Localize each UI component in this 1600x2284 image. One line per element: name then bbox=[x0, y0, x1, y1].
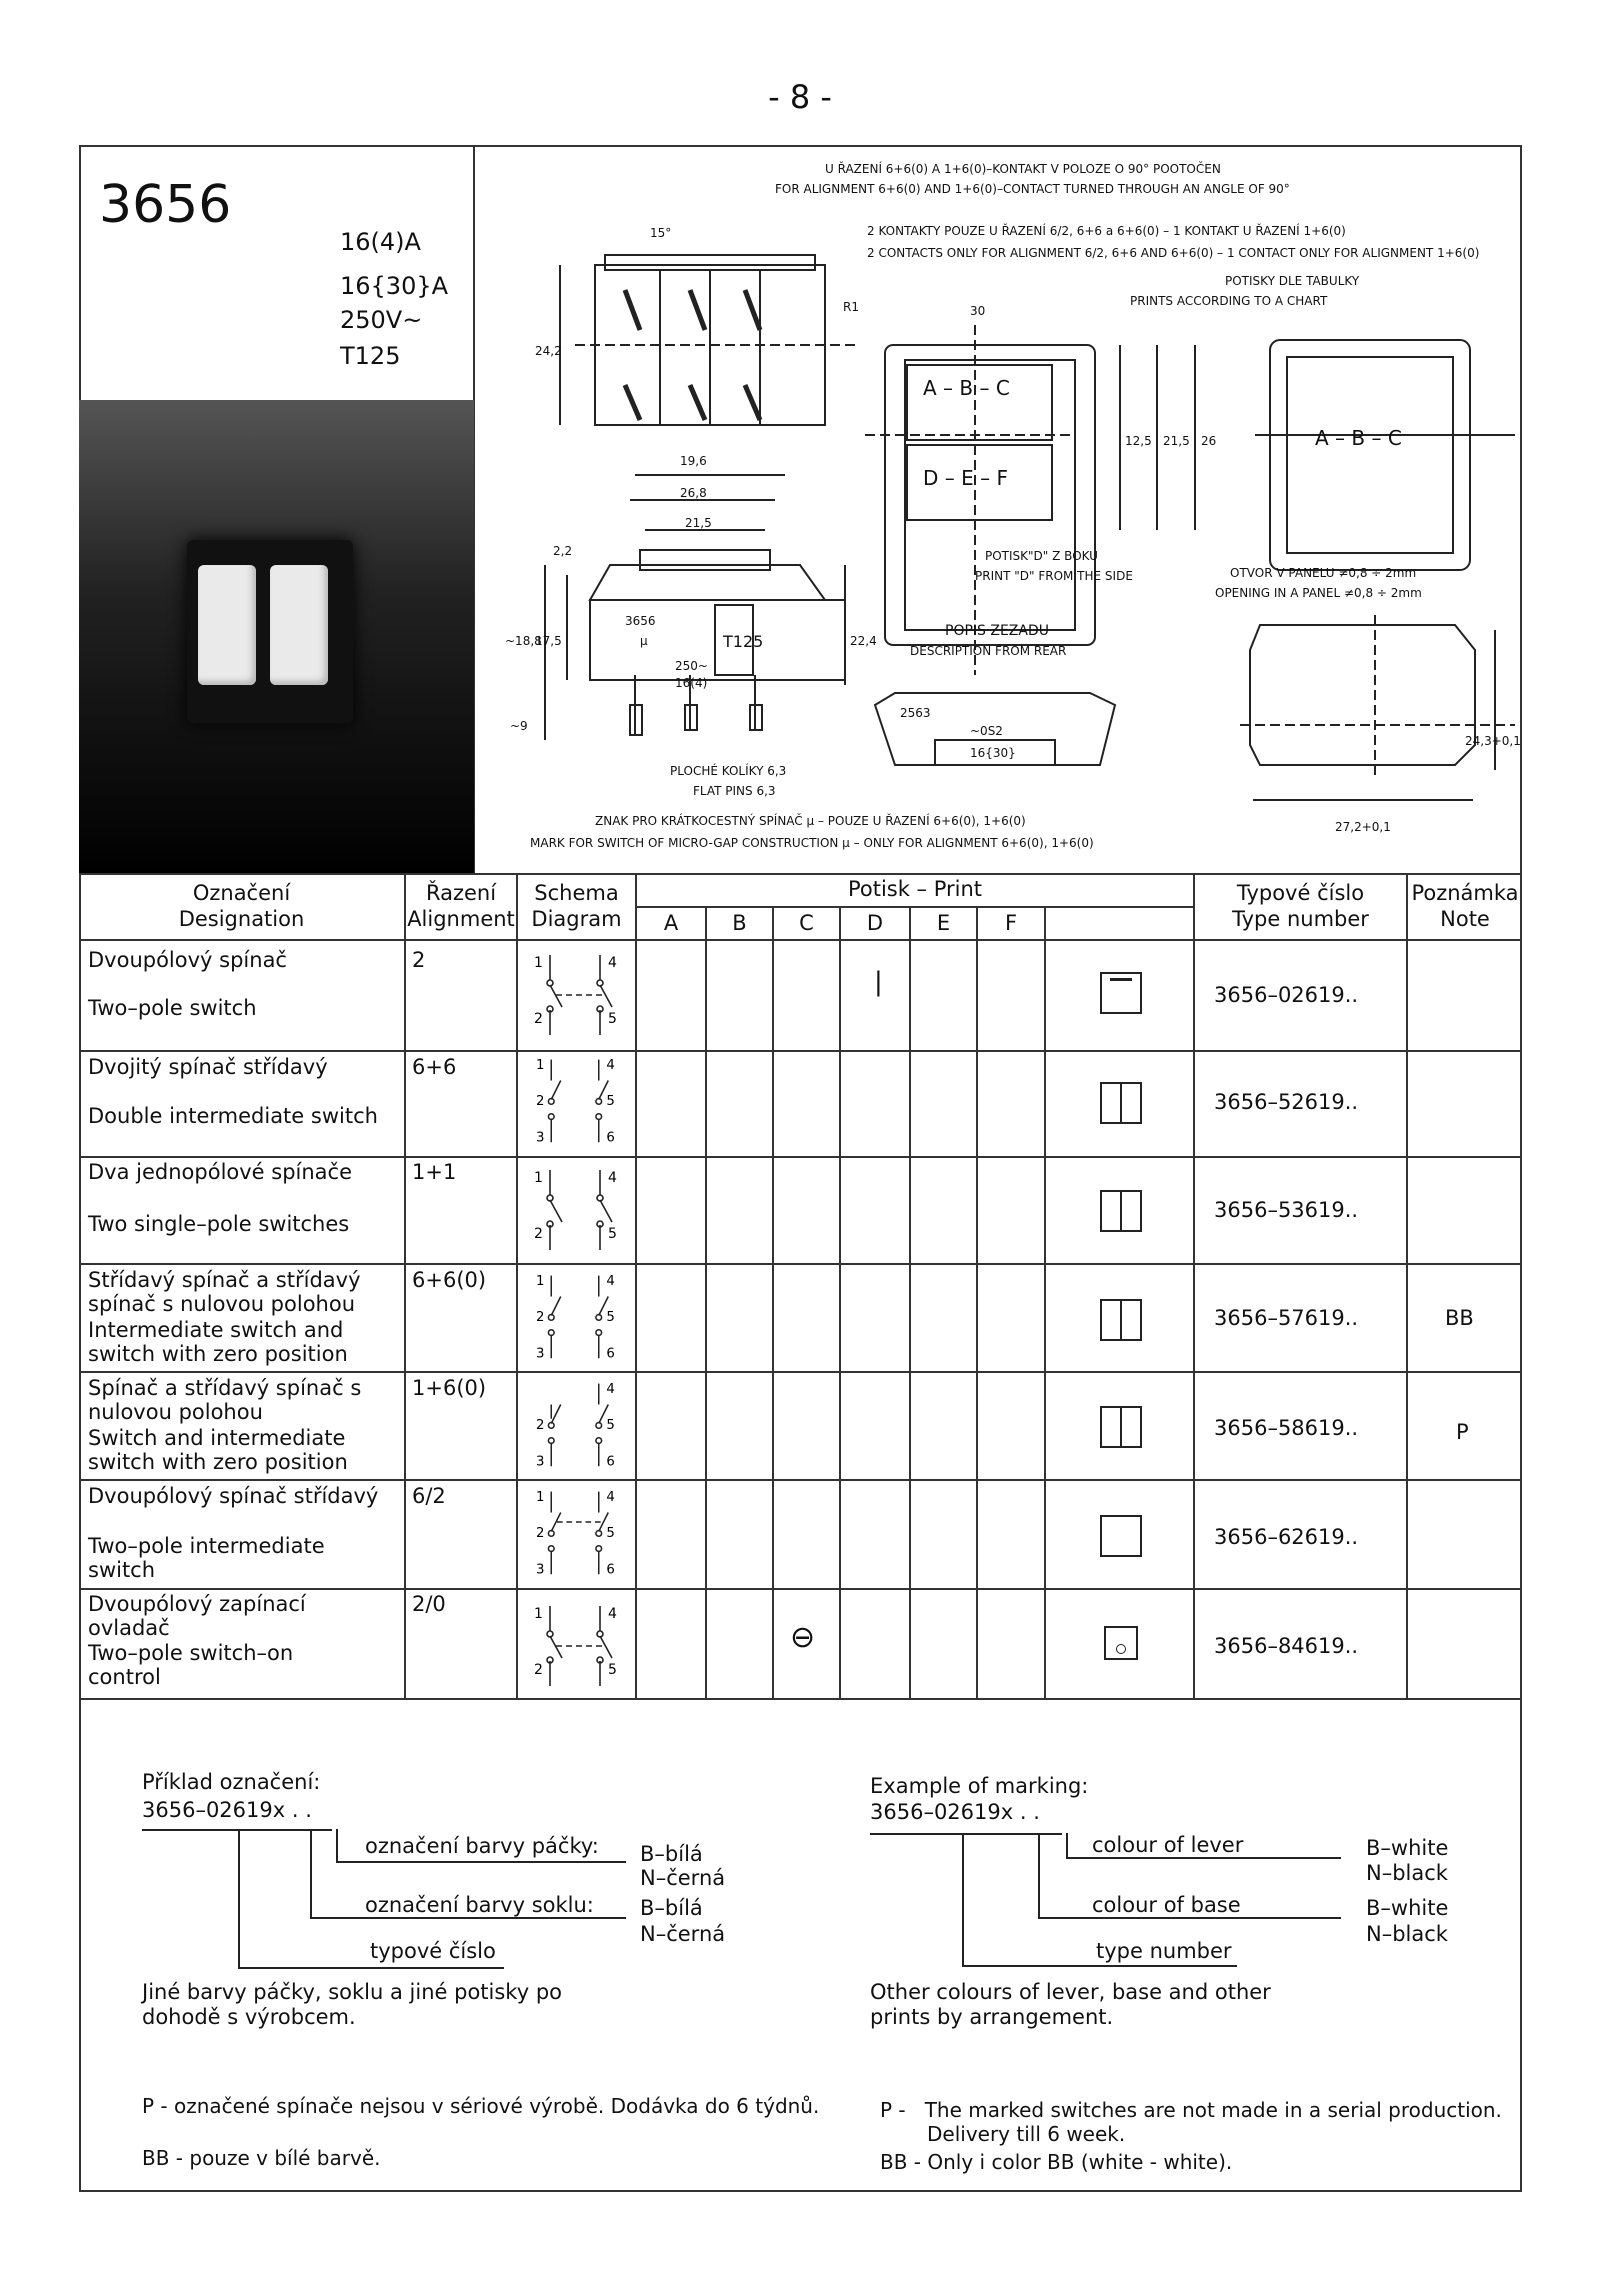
header-print-d: D bbox=[866, 911, 884, 935]
marking-connector-en bbox=[1066, 1833, 1068, 1857]
row7-type-number: 3656–84619.. bbox=[1214, 1634, 1359, 1658]
header-alignment-cz: Řazení bbox=[425, 881, 497, 905]
row3-type-number: 3656–53619.. bbox=[1214, 1198, 1359, 1222]
marking-base-label-en: colour of base bbox=[1092, 1893, 1241, 1917]
r2-label: 4 bbox=[606, 1058, 615, 1074]
rating-inrush: 16{30}A bbox=[340, 272, 449, 300]
row2-designation-en: Double intermediate switch bbox=[88, 1104, 378, 1128]
col-separator bbox=[1044, 906, 1046, 1699]
note-mark-en: MARK FOR SWITCH OF MICRO-GAP CONSTRUCTION µ – ONLY FOR ALIGNMENT 6+6(0), 1+6(0) bbox=[530, 836, 1094, 850]
dim-width: 19,6 bbox=[680, 454, 707, 468]
col-separator bbox=[516, 873, 518, 1699]
row7-designation-en: Two–pole switch–on control bbox=[88, 1641, 294, 1689]
dim-open-w: 27,2+0,1 bbox=[1335, 820, 1391, 834]
r6-label: 6 bbox=[606, 1562, 615, 1578]
r5-label: 5 bbox=[606, 1418, 615, 1434]
row4-designation-en: Intermediate switch and switch with zero position bbox=[88, 1318, 348, 1366]
r3-label: 1 bbox=[534, 1170, 543, 1186]
lever-right-image bbox=[270, 565, 328, 685]
marking-title-cz: Příklad označení: bbox=[142, 1770, 321, 1794]
r3-label: 4 bbox=[608, 1170, 617, 1186]
col-separator bbox=[839, 906, 841, 1699]
note-pins-en: FLAT PINS 6,3 bbox=[693, 784, 776, 798]
row1-print-d: | bbox=[874, 967, 883, 997]
r2-label: 6 bbox=[606, 1130, 615, 1146]
footnote-p-en: P - The marked switches are not made in a serial production. bbox=[880, 2098, 1502, 2122]
dim-h4: ~9 bbox=[510, 719, 528, 733]
dim-r2: 21,5 bbox=[1163, 434, 1190, 448]
note-contacts-cz: 2 KONTAKTY POUZE U ŘAZENÍ 6/2, 6+6 a 6+6(0) – 1 KONTAKT U ŘAZENÍ 1+6(0) bbox=[867, 224, 1346, 238]
row3-alignment: 1+1 bbox=[412, 1160, 457, 1184]
note-alignment-cz: U ŘAZENÍ 6+6(0) A 1+6(0)–KONTAKT V POLOZE O 90° POOTOČEN bbox=[825, 162, 1221, 176]
r2-label: 5 bbox=[606, 1094, 615, 1110]
row3-designation-cz: Dva jednopólové spínače bbox=[88, 1160, 353, 1184]
row3-diagram bbox=[520, 1160, 630, 1259]
marking-connector-en bbox=[962, 1833, 964, 1965]
row7-alignment: 2/0 bbox=[412, 1592, 446, 1616]
note-desc-en: DESCRIPTION FROM REAR bbox=[910, 644, 1067, 658]
header-type-cz: Typové číslo bbox=[1236, 881, 1365, 905]
row6-type-number: 3656–62619.. bbox=[1214, 1525, 1359, 1549]
marking-lever-opt-cz: N–černá bbox=[640, 1866, 726, 1890]
marking-other-cz: Jiné barvy páčky, soklu a jiné potisky po dohodě s výrobcem. bbox=[142, 1980, 562, 2029]
footnote-bb-cz: BB - pouze v bílé barvě. bbox=[142, 2146, 381, 2170]
row5-type-number: 3656–58619.. bbox=[1214, 1416, 1359, 1440]
dim-r3: 26 bbox=[1201, 434, 1217, 448]
marking-connector-en bbox=[962, 1965, 1237, 1967]
row3-designation-en: Two single–pole switches bbox=[88, 1212, 350, 1236]
marking-code-en: 3656–02619x . . bbox=[870, 1800, 1040, 1824]
row4-note: BB bbox=[1445, 1306, 1474, 1330]
r7-label: 2 bbox=[534, 1662, 543, 1678]
marking-base-opt-en: N–black bbox=[1366, 1922, 1448, 1946]
row5-designation-cz: Spínač a střídavý spínač s nulovou polohou bbox=[88, 1376, 362, 1424]
dim-h3: 22,4 bbox=[850, 634, 877, 648]
col-separator bbox=[976, 906, 978, 1699]
row5-note: P bbox=[1456, 1420, 1469, 1444]
note-print-d-en: PRINT "D" FROM THE SIDE bbox=[975, 569, 1133, 583]
note-opening-en: OPENING IN A PANEL ≠0,8 ÷ 2mm bbox=[1215, 586, 1422, 600]
header-diagram-cz: Schema bbox=[534, 881, 619, 905]
dim-top-inner: 21,5 bbox=[685, 516, 712, 530]
header-note-cz: Poznámka bbox=[1411, 881, 1519, 905]
r1-label: 5 bbox=[608, 1011, 617, 1027]
table-header-border bbox=[79, 939, 1522, 941]
dim-h2: 17,5 bbox=[535, 634, 562, 648]
header-note-en: Note bbox=[1440, 907, 1490, 931]
r4-label: 4 bbox=[606, 1274, 615, 1290]
technical-drawings bbox=[475, 145, 1522, 873]
footnote-bb-en: BB - Only i color BB (white - white). bbox=[880, 2150, 1233, 2174]
marking-connector-en bbox=[1038, 1917, 1341, 1919]
row2-diagram bbox=[520, 1052, 630, 1151]
note-pins-cz: PLOCHÉ KOLÍKY 6,3 bbox=[670, 764, 787, 778]
r4-label: 1 bbox=[536, 1274, 545, 1290]
col-separator bbox=[909, 906, 911, 1699]
note-prints-en: PRINTS ACCORDING TO A CHART bbox=[1130, 294, 1328, 308]
col-separator bbox=[705, 906, 707, 1699]
row7-lever-icon bbox=[1104, 1626, 1138, 1660]
row-separator bbox=[79, 1479, 1522, 1481]
marking-code-underline-en bbox=[870, 1833, 1062, 1835]
dim-h1: ~18,8 bbox=[505, 634, 542, 648]
row4-type-number: 3656–57619.. bbox=[1214, 1306, 1359, 1330]
note-print-d-cz: POTISK"D" Z BOKU bbox=[985, 549, 1098, 563]
r6-label: 5 bbox=[606, 1526, 615, 1542]
marking-type-label-cz: typové číslo bbox=[370, 1939, 496, 1963]
col-separator bbox=[635, 873, 637, 1699]
note-contacts-en: 2 CONTACTS ONLY FOR ALIGNMENT 6/2, 6+6 AND 6+6(0) – 1 CONTACT ONLY FOR ALIGNMENT 1+6(0) bbox=[867, 246, 1480, 260]
r5-label: 4 bbox=[606, 1382, 615, 1398]
page-number: - 8 - bbox=[768, 78, 832, 116]
dim-r1: 12,5 bbox=[1125, 434, 1152, 448]
footnote-p-en-2: Delivery till 6 week. bbox=[927, 2122, 1126, 2146]
row6-alignment: 6/2 bbox=[412, 1484, 446, 1508]
header-print-a: A bbox=[663, 911, 679, 935]
r1-label: 2 bbox=[534, 1011, 543, 1027]
row7-diagram bbox=[520, 1596, 630, 1695]
marking-connector-cz bbox=[310, 1829, 312, 1917]
rating-current: 16(4)A bbox=[340, 228, 421, 256]
dim-side: 24,2 bbox=[535, 344, 562, 358]
table-top-border bbox=[79, 873, 1522, 875]
row-separator bbox=[79, 1371, 1522, 1373]
marking-base-opt-en: B–white bbox=[1366, 1896, 1449, 1920]
r7-label: 4 bbox=[608, 1606, 617, 1622]
row1-diagram bbox=[520, 945, 630, 1044]
rating-temperature: T125 bbox=[340, 342, 401, 370]
row6-diagram bbox=[520, 1484, 630, 1583]
r2-label: 2 bbox=[536, 1094, 545, 1110]
marking-other-en: Other colours of lever, base and other prints by arrangement. bbox=[870, 1980, 1271, 2029]
row2-type-number: 3656–52619.. bbox=[1214, 1090, 1359, 1114]
dim-step: 2,2 bbox=[553, 544, 573, 558]
r1-label: 1 bbox=[534, 955, 543, 971]
housing-text-250: 250~ bbox=[675, 659, 708, 673]
r3-label: 5 bbox=[608, 1226, 617, 1242]
marking-connector-en bbox=[1038, 1833, 1040, 1917]
marking-connector-en bbox=[1066, 1857, 1341, 1859]
marking-title-en: Example of marking: bbox=[870, 1774, 1089, 1798]
row2-lever-icon bbox=[1100, 1082, 1142, 1124]
marking-code-underline-cz bbox=[142, 1829, 332, 1831]
housing-text-model: 3656 bbox=[625, 614, 656, 628]
marking-base-label-cz: označení barvy soklu: bbox=[365, 1893, 594, 1917]
header-alignment-en: Alignment bbox=[407, 907, 515, 931]
dim-angle: 15° bbox=[650, 226, 672, 240]
model-number: 3656 bbox=[99, 175, 232, 235]
footnote-p-cz: P - označené spínače nejsou v sériové výrobě. Dodávka do 6 týdnů. bbox=[142, 2094, 820, 2118]
row4-alignment: 6+6(0) bbox=[412, 1268, 487, 1292]
row1-alignment: 2 bbox=[412, 948, 426, 972]
marking-lever-label-cz: označení barvy páčky: bbox=[365, 1834, 599, 1858]
marking-code-cz: 3656–02619x . . bbox=[142, 1798, 312, 1822]
r2-label: 3 bbox=[536, 1130, 545, 1146]
print-abc: A – B – C bbox=[923, 376, 1010, 400]
marking-type-label-en: type number bbox=[1096, 1939, 1232, 1963]
row6-designation-cz: Dvoupólový spínač střídavý bbox=[88, 1484, 379, 1508]
rear-text-250: ~0S2 bbox=[970, 724, 1003, 738]
header-designation-cz: Označení bbox=[192, 881, 291, 905]
r7-label: 1 bbox=[534, 1606, 543, 1622]
header-type-en: Type number bbox=[1232, 907, 1369, 931]
r4-label: 5 bbox=[606, 1310, 615, 1326]
col-separator bbox=[1193, 873, 1195, 1699]
lever-left-image bbox=[198, 565, 256, 685]
rating-voltage: 250V~ bbox=[340, 306, 423, 334]
label-r1: R1 bbox=[843, 300, 859, 314]
marking-connector-cz bbox=[336, 1829, 338, 1861]
col-separator bbox=[404, 873, 406, 1699]
marking-connector-cz bbox=[336, 1861, 626, 1863]
col-separator bbox=[772, 906, 774, 1699]
housing-text-t125: T125 bbox=[723, 632, 764, 651]
marking-connector-cz bbox=[238, 1967, 504, 1969]
r5-label: 2 bbox=[536, 1418, 545, 1434]
note-mark-cz: ZNAK PRO KRÁTKOCESTNÝ SPÍNAČ µ – POUZE U ŘAZENÍ 6+6(0), 1+6(0) bbox=[595, 814, 1026, 828]
header-print-f: F bbox=[1004, 911, 1018, 935]
r6-label: 1 bbox=[536, 1490, 545, 1506]
row2-alignment: 6+6 bbox=[412, 1055, 457, 1079]
r2-label: 1 bbox=[536, 1058, 545, 1074]
row-separator bbox=[79, 1263, 1522, 1265]
header-print-b: B bbox=[732, 911, 747, 935]
housing-text-mu: µ bbox=[640, 634, 648, 648]
header-designation-en: Designation bbox=[178, 907, 305, 931]
note-opening-cz: OTVOR V PANELU ≠0,8 ÷ 2mm bbox=[1230, 566, 1417, 580]
r1-label: 4 bbox=[608, 955, 617, 971]
marking-connector-cz bbox=[310, 1917, 626, 1919]
row1-designation-cz: Dvoupólový spínač bbox=[88, 948, 287, 972]
print-def: D – E – F bbox=[923, 466, 1008, 490]
r5-label: 6 bbox=[606, 1454, 615, 1470]
print-abc-side: A – B – C bbox=[1315, 426, 1402, 450]
row6-lever-icon bbox=[1100, 1515, 1142, 1557]
row7-designation-cz: Dvoupólový zapínací ovladač bbox=[88, 1592, 306, 1640]
marking-lever-opt-en: B–white bbox=[1366, 1836, 1449, 1860]
r4-label: 6 bbox=[606, 1346, 615, 1362]
marking-connector-cz bbox=[238, 1829, 240, 1967]
r6-label: 2 bbox=[536, 1526, 545, 1542]
row3-lever-icon bbox=[1100, 1190, 1142, 1232]
rear-text-16: 16{30} bbox=[970, 746, 1016, 760]
note-desc-cz: POPIS ZEZADU bbox=[945, 623, 1050, 639]
header-print-c: C bbox=[799, 911, 814, 935]
header-print-e: E bbox=[936, 911, 951, 935]
dim-top: 26,8 bbox=[680, 486, 707, 500]
rear-text-model: 2563 bbox=[900, 706, 931, 720]
print-subheader-line bbox=[635, 906, 1193, 908]
r6-label: 4 bbox=[606, 1490, 615, 1506]
r4-label: 2 bbox=[536, 1310, 545, 1326]
row5-diagram bbox=[520, 1376, 630, 1475]
col-separator bbox=[1406, 873, 1408, 1699]
table-bottom-border bbox=[79, 1698, 1522, 1700]
row-separator bbox=[79, 1156, 1522, 1158]
r3-label: 2 bbox=[534, 1226, 543, 1242]
row5-alignment: 1+6(0) bbox=[412, 1376, 487, 1400]
marking-base-opt-cz: N–černá bbox=[640, 1922, 726, 1946]
row1-lever-icon bbox=[1100, 972, 1142, 1014]
header-print: Potisk – Print bbox=[847, 877, 983, 901]
row4-lever-icon bbox=[1100, 1299, 1142, 1341]
row4-diagram bbox=[520, 1268, 630, 1367]
r5-label: 3 bbox=[536, 1454, 545, 1470]
row1-type-number: 3656–02619.. bbox=[1214, 983, 1359, 1007]
row-separator bbox=[79, 1588, 1522, 1590]
housing-text-16: 16(4) bbox=[675, 676, 708, 690]
row5-designation-en: Switch and intermediate switch with zero position bbox=[88, 1426, 348, 1474]
marking-lever-opt-en: N–black bbox=[1366, 1861, 1448, 1885]
r6-label: 3 bbox=[536, 1562, 545, 1578]
header-diagram-en: Diagram bbox=[531, 907, 622, 931]
row2-designation-cz: Dvojitý spínač střídavý bbox=[88, 1055, 328, 1079]
r7-label: 5 bbox=[608, 1662, 617, 1678]
r4-label: 3 bbox=[536, 1346, 545, 1362]
row1-designation-en: Two–pole switch bbox=[88, 996, 257, 1020]
row7-print-c: ⊖ bbox=[790, 1620, 816, 1655]
row-separator bbox=[79, 1050, 1522, 1052]
note-alignment-en: FOR ALIGNMENT 6+6(0) AND 1+6(0)–CONTACT TURNED THROUGH AN ANGLE OF 90° bbox=[775, 182, 1290, 196]
dim-open-h: 24,3+0,1 bbox=[1465, 734, 1521, 748]
marking-lever-opt-cz: B–bílá bbox=[640, 1842, 703, 1866]
note-prints-cz: POTISKY DLE TABULKY bbox=[1225, 274, 1360, 288]
row4-designation-cz: Střídavý spínač a střídavý spínač s nulovou polohou bbox=[88, 1268, 361, 1316]
dim-30: 30 bbox=[970, 304, 986, 318]
row5-lever-icon bbox=[1100, 1406, 1142, 1448]
row6-designation-en: Two–pole intermediate switch bbox=[88, 1534, 325, 1582]
marking-base-opt-cz: B–bílá bbox=[640, 1896, 703, 1920]
marking-lever-label-en: colour of lever bbox=[1092, 1833, 1244, 1857]
